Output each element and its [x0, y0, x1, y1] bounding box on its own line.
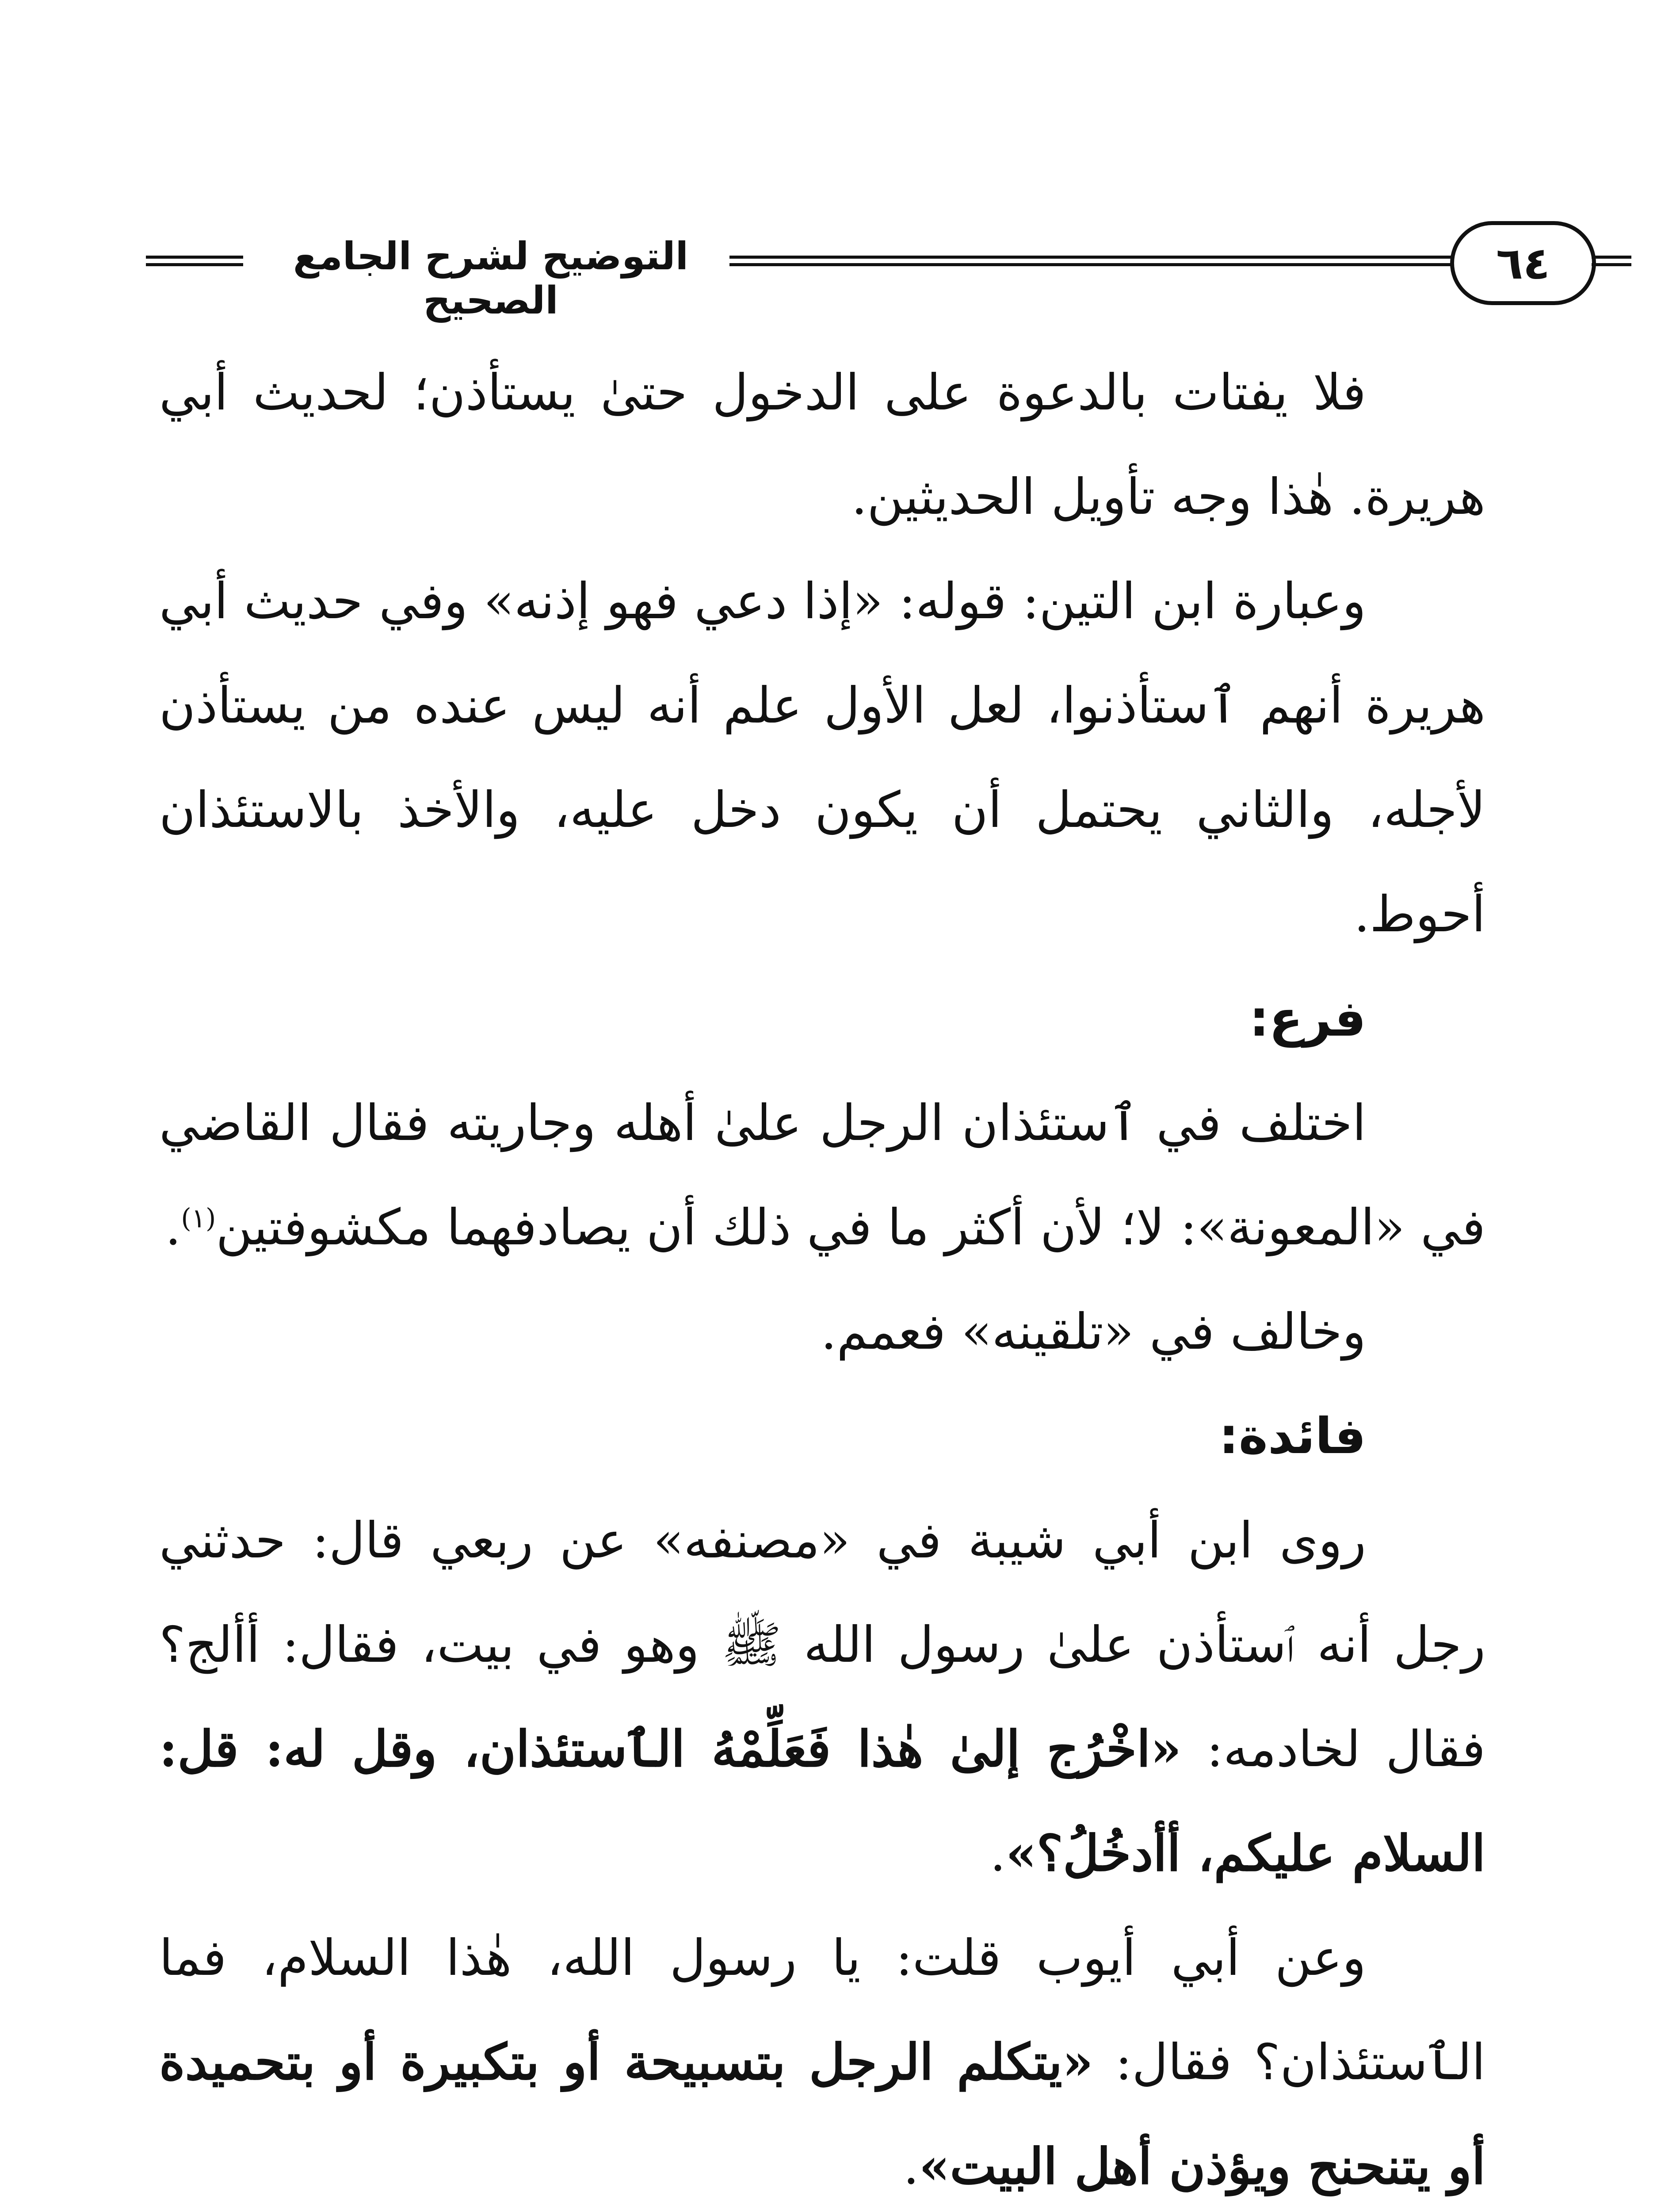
paragraph: وعبارة ابن التين: قوله: «إذا دعي فهو إذنه» وفي حديث أبي هريرة أنهم ٱستأذنوا، لعل الأول علم أنه ليس عنده من يستأذن لأجله، والثاني يحتمل أن يكون دخل عليه، والأخذ بالاستئذان أحوط.: [159, 573, 1485, 943]
hadith-quote: «اخْرُج إلىٰ هٰذا فَعَلِّمْهُ الٱستئذان، وقل له: قل: السلام عليكم، أأدخُلُ؟»: [159, 1720, 1485, 1882]
paragraph: [159, 1071, 1485, 1280]
paragraph-text: روى ابن أبي شيبة في «مصنفه» عن ربعي قال: حدثني رجل أنه ٱستأذن علىٰ رسول الله ﷺ وهو في بيت، فقال: أألج؟ فقال لخادمه:: [159, 1512, 1485, 1778]
page-number-frame: [1450, 221, 1596, 305]
paragraph-text: .: [990, 1825, 1006, 1882]
page-header: [146, 221, 1550, 323]
paragraph-text: اختلف في ٱستئذان الرجل علىٰ أهله وجاريته فقال القاضي في «المعونة»: لا؛ لأن أكثر ما في ذلك أن يصادفهما مكشوفتين: [159, 1094, 1485, 1256]
paragraph-text: وعن أبي أيوب قلت: يا رسول الله، هٰذا السلام، فما الٱستئذان؟ فقال:: [159, 1929, 1485, 2091]
header-rule-right: [1592, 256, 1631, 266]
paragraph-text: .: [165, 1199, 181, 1256]
paragraph: وخالف في «تلقينه» فعمم.: [821, 1303, 1366, 1361]
footnote-reference: (١): [181, 1203, 216, 1234]
header-rule-left: [146, 256, 243, 266]
main-text: [159, 340, 1485, 2211]
section-heading-benefit: فائدة:: [1218, 1408, 1366, 1465]
hadith-quote: «يتكلم الرجل بتسبيحة أو بتكبيرة أو بتحميدة أو يتنحنح ويؤذن أهل البيت»: [159, 2033, 1485, 2196]
paragraph: [159, 1488, 1485, 1906]
running-title: التوضيح لشرح الجامع الصحيح: [293, 234, 689, 323]
paragraph: [159, 1906, 1485, 2211]
page-number: ٦٤: [1496, 237, 1550, 289]
header-rule-middle: [729, 256, 1459, 266]
paragraph: فلا يفتات بالدعوة على الدخول حتىٰ يستأذن؛ لحديث أبي هريرة. هٰذا وجه تأويل الحديثين.: [159, 364, 1485, 526]
section-heading-branch: فرع:: [1249, 990, 1366, 1048]
paragraph-text: .: [903, 2138, 919, 2196]
